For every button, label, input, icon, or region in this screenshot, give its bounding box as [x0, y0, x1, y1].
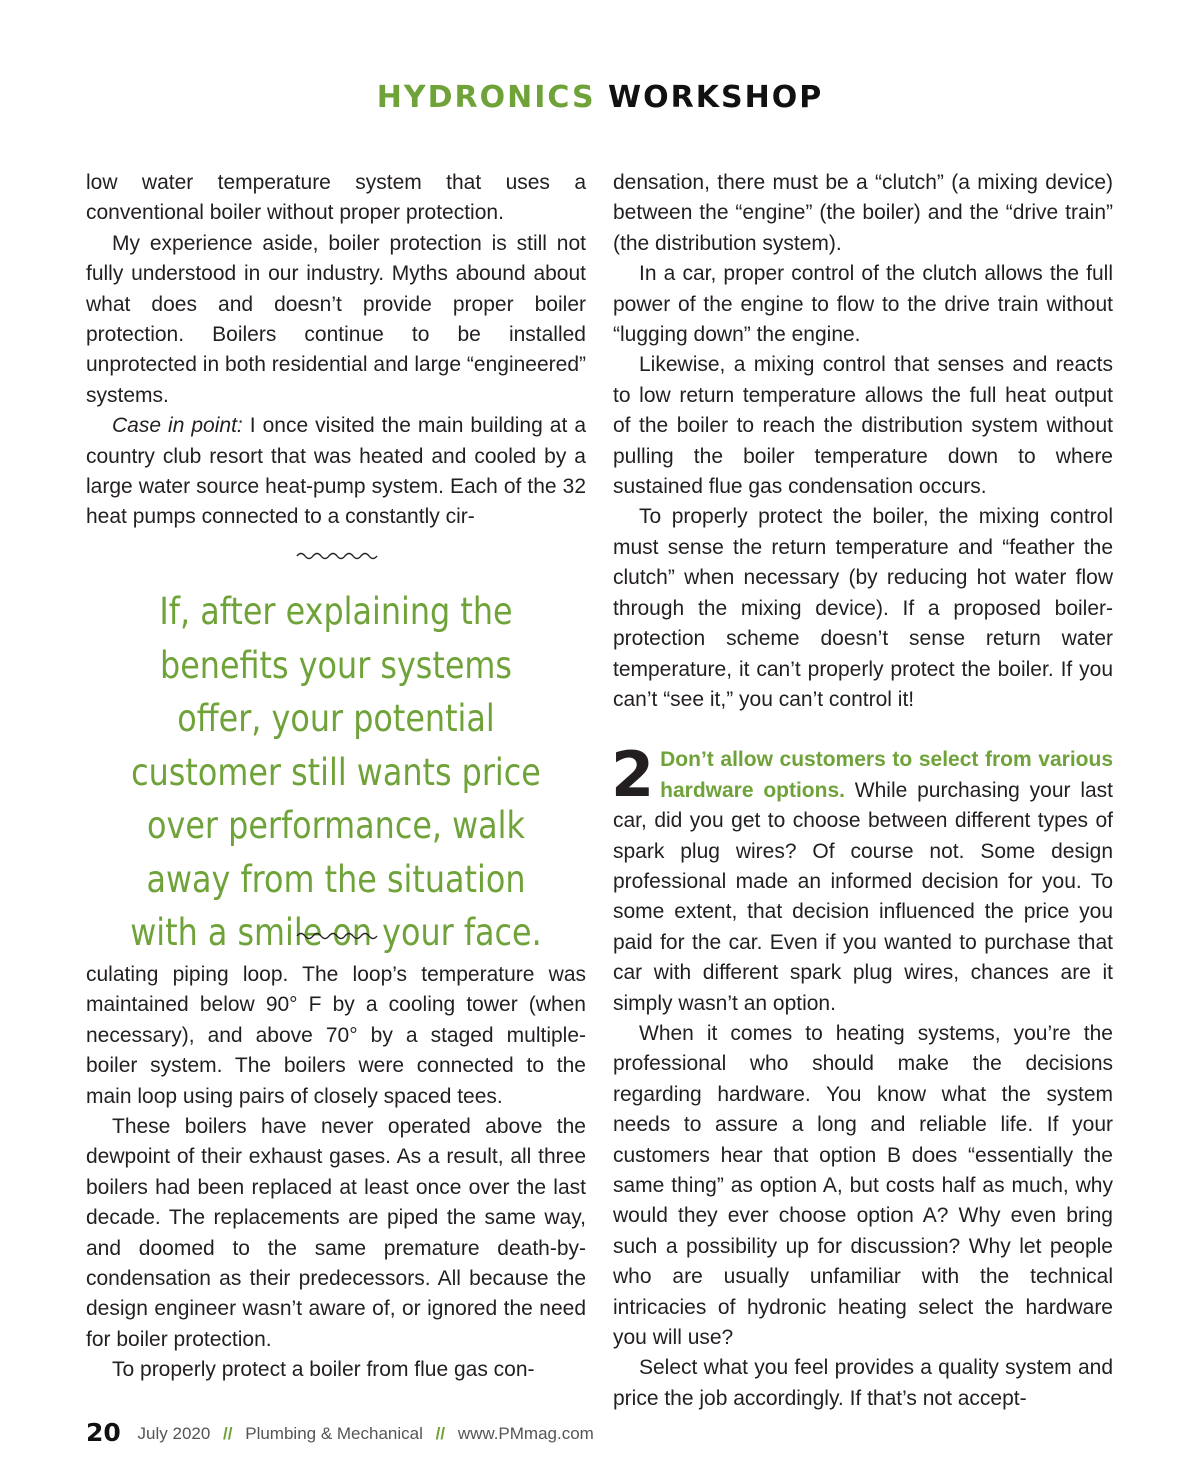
section-number: 2 — [611, 738, 655, 812]
column-1-bottom — [86, 960, 586, 1386]
section-2 — [611, 738, 1113, 1414]
footer-date: July 2020 — [137, 1424, 211, 1443]
case-in-point-label: Case in point: — [112, 414, 243, 438]
paragraph: These boilers have never operated above the dewpoint of their exhaust gases. As a result, all three boilers had been replaced at least once over the last decade. The replacements are piped the same way, and doomed to the same premature death-by-condensation as their predecessors. All because the design engineer wasn’t aware of, or ignored the need for boiler protection. — [86, 1115, 586, 1351]
paragraph: In a car, proper control of the clutch allows the full power of the engine to flow to the drive train without “lugging down” the engine. — [613, 262, 1113, 347]
page-number: 20 — [86, 1418, 121, 1447]
footer-publication: Plumbing & Mechanical — [245, 1424, 423, 1443]
header-hydronics: HYDRONICS — [376, 80, 596, 115]
column-2 — [613, 168, 1113, 1414]
paragraph-text: I once visited the main building at a country club resort that was heated and cooled by a large water source heat-pump system. Each of the 32 heat pumps connected to a constantly cir- — [86, 414, 586, 529]
section-header — [0, 80, 1200, 115]
paragraph: Select what you feel provides a quality system and price the job accordingly. If that’s not accept- — [613, 1356, 1113, 1410]
column-1-top — [86, 168, 586, 533]
paragraph — [86, 411, 586, 533]
paragraph: My experience aside, boiler protection is still not fully understood in our industry. Myths abound about what does and doesn’t provide proper boiler protection. Boilers continue to be installed unprotected in both residential and large “engineered” systems. — [86, 231, 586, 407]
paragraph: When it comes to heating systems, you’re the professional who should make the decisions regarding hardware. You know what the system needs to assure a long and reliable life. If your customers hear that option B does “essentially the same thing” as option A, but costs half as much, why would they ever choose option A? Why even bring such a possibility up for discussion? Why let people who are usually unfamiliar with the technical intricacies of hydronic heating select the hardware you will use? — [613, 1021, 1113, 1350]
footer-separator: // — [435, 1424, 446, 1443]
paragraph: culating piping loop. The loop’s temperature was maintained below 90° F by a cooling tower (when necessary), and above 70° by a staged multiple-boiler system. The boilers were connected to the main loop using pairs of closely spaced tees. — [86, 963, 586, 1108]
footer-url: www.PMmag.com — [457, 1424, 594, 1443]
paragraph: To properly protect a boiler from flue gas con- — [112, 1358, 535, 1382]
section-2-lead-paragraph — [611, 738, 1113, 1019]
paragraph: To properly protect the boiler, the mixing control must sense the return temperature and “feather the clutch” when necessary (by reducing hot water flow through the mixing device). If a proposed boiler-protection scheme doesn’t sense return water temperature, it can’t properly protect the boiler. If you can’t “see it,” you can’t control it! — [613, 505, 1113, 711]
page-footer — [86, 1418, 594, 1447]
paragraph: Likewise, a mixing control that senses and reacts to low return temperature allows the full heat output of the boiler to reach the distribution system without pulling the boiler temperature down to where sustained flue gas condensation occurs. — [613, 353, 1113, 499]
squiggle-divider-bottom — [296, 930, 378, 942]
header-workshop: WORKSHOP — [608, 80, 824, 115]
squiggle-divider-top — [296, 550, 378, 562]
section-subhead: Don’t allow customers to select from various hardware options. — [660, 748, 1113, 802]
footer-separator: // — [223, 1424, 233, 1443]
paragraph: densation, there must be a “clutch” (a mixing device) between the “engine” (the boiler) and the “drive train” (the distribution system). — [613, 171, 1113, 255]
paragraph: low water temperature system that uses a conventional boiler without proper protection. — [86, 171, 586, 225]
section-lead-text: While purchasing your last car, did you get to choose between different types of spark plug wires? Of course not. Some design professional made an informed decision for you. To some extent, that decision influenced the price you paid for the car. Even if you wanted to purchase that car with different spark plug wires, chances are it simply wasn’t an option. — [613, 778, 1113, 1015]
pull-quote: If, after explaining the benefits your systems offer, your potential customer still wants price over performance, walk away from the situation with a smile on your face. — [130, 590, 542, 954]
